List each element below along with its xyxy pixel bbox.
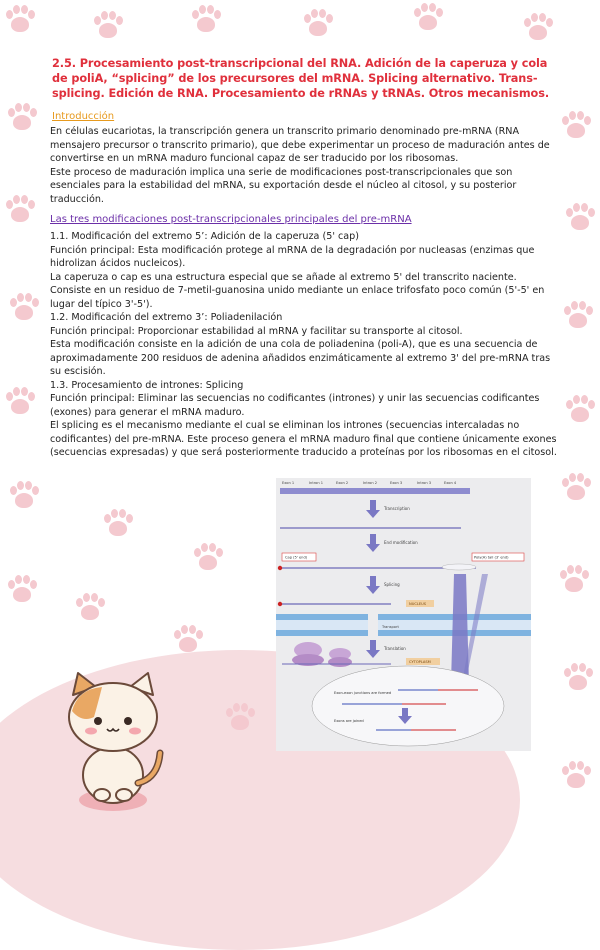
exon-exon-junction-label: Exon-exon junctions are formed: [334, 691, 392, 695]
polya-ribbon: [442, 564, 476, 570]
paw-print-icon: [560, 660, 596, 696]
gene-label: Exon 3: [390, 481, 403, 485]
step-label-transcription: Transcription: [384, 506, 410, 511]
paw-print-icon: [90, 8, 126, 44]
cat-paw-right: [116, 789, 132, 801]
mrna-processing-diagram: [276, 478, 531, 751]
cap-dot: [278, 602, 282, 606]
paw-print-icon: [4, 572, 40, 608]
gene-bar: [280, 488, 470, 494]
intro-heading: Introducción: [52, 111, 115, 122]
exons-joined-label: Exons are joined: [334, 719, 364, 723]
item-splicing-function: Función principal: Eliminar las secuencias no codificantes (intrones) y unir las secuencias codificantes (exones) para generar el mRNA maduro.: [50, 393, 540, 418]
paw-print-icon: [188, 2, 224, 38]
paw-print-icon: [556, 562, 592, 598]
intro-paragraph-1: En células eucariotas, la transcripción genera un transcrito primario denominado pre-mRNA (RNA mensajero precursor o transcrito primario), que debe experimentar un proceso de maduración antes de convertirse en un mRNA maduro funcional capaz de ser traducido por los ribosomas.: [50, 126, 550, 164]
nuclear-membrane-bottom: [276, 630, 531, 636]
gene-label: Exon 4: [444, 481, 457, 485]
paw-print-icon: [2, 2, 38, 38]
nuclear-membrane-top: [276, 614, 531, 620]
paw-print-icon: [6, 478, 42, 514]
paw-print-icon: [4, 100, 40, 136]
paw-print-icon: [2, 384, 38, 420]
cat-illustration: [58, 665, 168, 815]
gene-label: Intron 1: [309, 481, 324, 485]
paw-print-icon: [560, 298, 596, 334]
cap-dot: [278, 566, 282, 570]
page-title: 2.5. Procesamiento post-transcripcional del RNA. Adición de la caperuza y cola de poliA, “splicing” de los precursores del mRNA. Splicing alternativo. Trans-splicing. Edición de RNA. Procesamiento de rRNAs y tRNAs. Otros mecanismos.: [52, 57, 550, 100]
item-splicing-heading: 1.3. Procesamiento de intrones: Splicing: [50, 379, 244, 391]
section-heading: Las tres modificaciones post-transcripcionales principales del pre-mRNA: [50, 214, 412, 225]
polya-label: Poly(A) tail (3' end): [474, 555, 509, 560]
step-label-translation: Translation: [384, 646, 406, 651]
cat-eye-right: [124, 717, 132, 725]
paw-print-icon: [6, 290, 42, 326]
nuclear-membrane-middle: [276, 620, 531, 630]
item-5cap-detail: La caperuza o cap es una estructura especial que se añade al extremo 5' del transcrito naciente. Consiste en un residuo de 7-metil-guanosina unido mediante un enlace trifosfato poco común (5'-5' en lugar del típico 3'-5').: [50, 271, 545, 310]
gene-label: Exon 2: [336, 481, 349, 485]
cytoplasm-label: CYTOPLASM: [409, 660, 431, 664]
step-label-splicing: Splicing: [384, 582, 400, 587]
paw-print-icon: [190, 540, 226, 576]
paw-print-icon: [558, 758, 594, 794]
paw-print-icon: [558, 108, 594, 144]
detail-ellipse: [312, 666, 504, 746]
paw-print-icon: [170, 622, 206, 658]
item-polya-heading: 1.2. Modificación del extremo 3’: Poliadenilación: [50, 312, 283, 323]
intro-paragraph-2: Este proceso de maduración implica una serie de modificaciones post-transcripcionales que son esenciales para la estabilidad del mRNA, su exportación desde el núcleo al citosol, y su posterior traducción.: [50, 166, 517, 205]
paw-print-icon: [410, 0, 446, 36]
document-body: [50, 56, 560, 460]
cat-paw-left: [94, 789, 110, 801]
nuclear-pore: [368, 614, 378, 636]
paw-print-icon: [520, 10, 556, 46]
gene-label: Intron 2: [363, 481, 378, 485]
cat-blush: [85, 728, 97, 735]
paw-print-icon: [2, 192, 38, 228]
mrna-processing-figure: [276, 478, 531, 751]
gene-label: Exon 1: [282, 481, 295, 485]
cap-label: Cap (5' end): [285, 555, 308, 560]
nucleus-label: NUCLEUS: [409, 602, 427, 606]
step-label-transport: Transport: [382, 625, 399, 629]
paw-print-icon: [222, 700, 258, 736]
cat-blush: [129, 728, 141, 735]
paw-print-icon: [100, 506, 136, 542]
item-polya-function: Función principal: Proporcionar estabilidad al mRNA y facilitar su transporte al citosol.: [50, 325, 463, 337]
cat-body: [83, 747, 143, 803]
step-label-end-modification: End modification: [384, 540, 418, 545]
item-5cap-function: Función principal: Esta modificación protege al mRNA de la degradación por nucleasas (enzimas que hidrolizan ácidos nucleicos).: [50, 244, 535, 269]
item-polya-detail: Esta modificación consiste en la adición de una cola de poliadenina (poli-A), que es una secuencia de aproximadamente 200 residuos de adenina añadidos enzimáticamente al extremo 3' del pre-mRNA tras su escisión.: [50, 339, 551, 377]
cat-eye-left: [94, 717, 102, 725]
ribosome: [328, 657, 352, 667]
paw-print-icon: [562, 392, 598, 428]
item-splicing-detail: El splicing es el mecanismo mediante el cual se eliminan los intrones (secuencias intercaladas no codificantes) del pre-mRNA. Este proceso genera el mRNA maduro final que contiene únicamente exones (secuencias expresadas) y que será posteriormente traducido a proteínas por los ribosomas en el citosol.: [50, 420, 557, 458]
paw-print-icon: [558, 470, 594, 506]
paw-print-icon: [562, 200, 598, 236]
gene-label: Intron 3: [417, 481, 432, 485]
paw-print-icon: [300, 6, 336, 42]
paw-print-icon: [72, 590, 108, 626]
item-5cap-heading: 1.1. Modificación del extremo 5’: Adición de la caperuza (5' cap): [50, 231, 359, 242]
